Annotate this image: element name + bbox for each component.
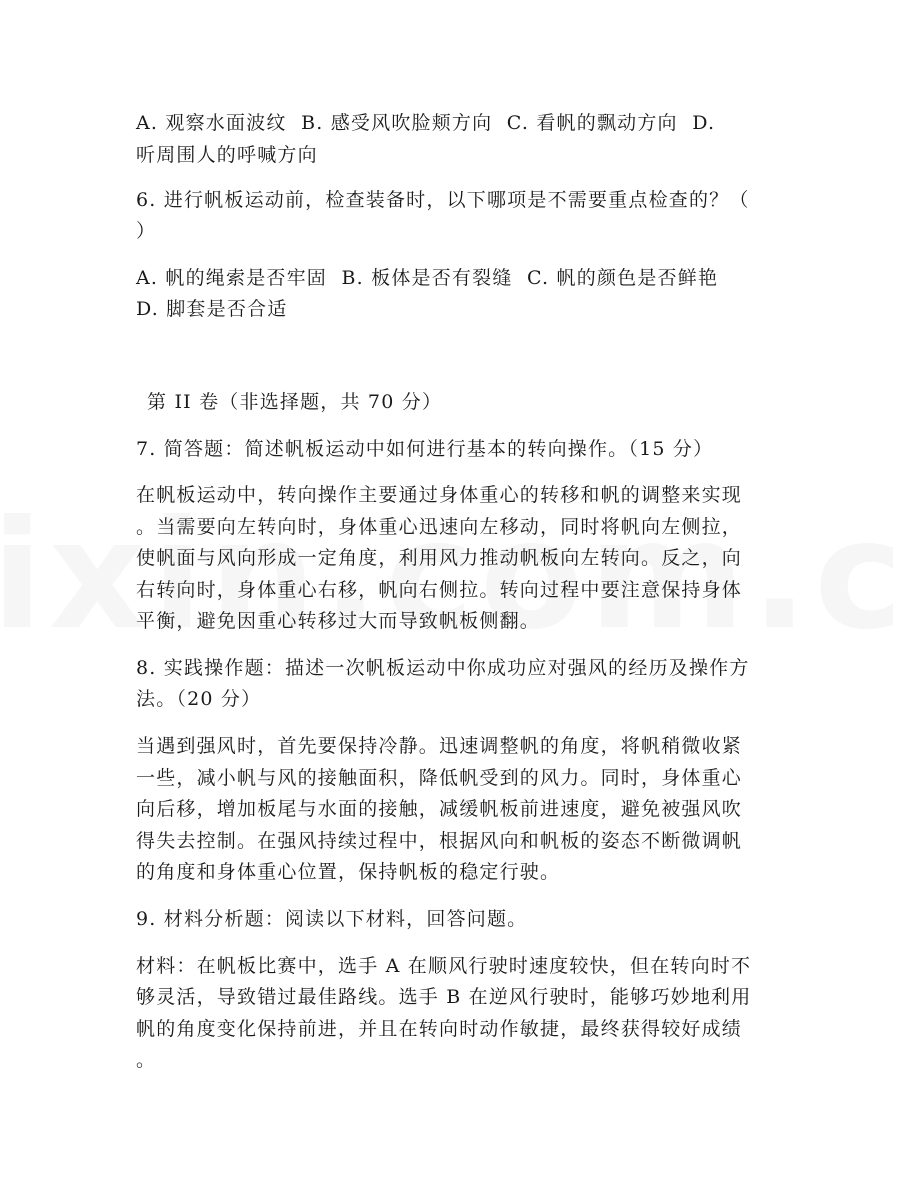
q7-answer-line1: 在帆板运动中，转向操作主要通过身体重心的转移和帆的调整来实现 <box>136 484 743 506</box>
q6-options-line1: A. 帆的绳索是否牢固 B. 板体是否有裂缝 C. 帆的颜色是否鲜艳 <box>136 267 719 289</box>
q8-answer-line5: 的角度和身体重心位置，保持帆板的稳定行驶。 <box>136 861 561 883</box>
q9-material-line1: 材料：在帆板比赛中，选手 A 在顺风行驶时速度较快，但在转向时不 <box>136 955 752 977</box>
q5-options-line2: 听周围人的呼喊方向 <box>136 144 318 166</box>
q8-answer-line2: 一些，减小帆与风的接触面积，降低帆受到的风力。同时，身体重心 <box>136 767 743 789</box>
q7-question: 7. 简答题：简述帆板运动中如何进行基本的转向操作。（15 分） <box>136 438 714 460</box>
section-ii-heading: 第 II 卷（非选择题，共 70 分） <box>147 391 443 413</box>
q7-answer-line2: 。当需要向左转向时，身体重心迅速向左移动，同时将帆向左侧拉， <box>136 516 743 538</box>
q9-material-line4: 。 <box>136 1049 157 1071</box>
q8-answer-line4: 得失去控制。在强风持续过程中，根据风向和帆板的姿态不断微调帆 <box>136 830 743 852</box>
q7-answer-line3: 使帆面与风向形成一定角度，利用风力推动帆板向左转向。反之，向 <box>136 547 743 569</box>
q8-answer-line1: 当遇到强风时，首先要保持冷静。迅速调整帆的角度，将帆稍微收紧 <box>136 735 743 757</box>
q9-material-line2: 够灵活，导致错过最佳路线。选手 B 在逆风行驶时，能够巧妙地利用 <box>136 986 752 1008</box>
q9-question: 9. 材料分析题：阅读以下材料，回答问题。 <box>136 908 528 930</box>
q6-question-line2: ） <box>136 220 157 242</box>
q8-question-line1: 8. 实践操作题：描述一次帆板运动中你成功应对强风的经历及操作方 <box>136 657 750 679</box>
q9-material-line3: 帆的角度变化保持前进，并且在转向时动作敏捷，最终获得较好成绩 <box>136 1018 743 1040</box>
q8-question-line2: 法。（20 分） <box>136 688 262 710</box>
q7-answer-line5: 平衡，避免因重心转移过大而导致帆板侧翻。 <box>136 610 541 632</box>
q6-options-line2: D. 脚套是否合适 <box>136 298 288 320</box>
q6-question-line1: 6. 进行帆板运动前，检查装备时，以下哪项是不需要重点检查的？（ <box>136 189 750 211</box>
q7-answer-line4: 右转向时，身体重心右移，帆向右侧拉。转向过程中要注意保持身体 <box>136 579 743 601</box>
q8-answer-line3: 向后移，增加板尾与水面的接触，减缓帆板前进速度，避免被强风吹 <box>136 798 743 820</box>
q5-options-line1: A. 观察水面波纹 B. 感受风吹脸颊方向 C. 看帆的飘动方向 D. <box>136 112 716 134</box>
